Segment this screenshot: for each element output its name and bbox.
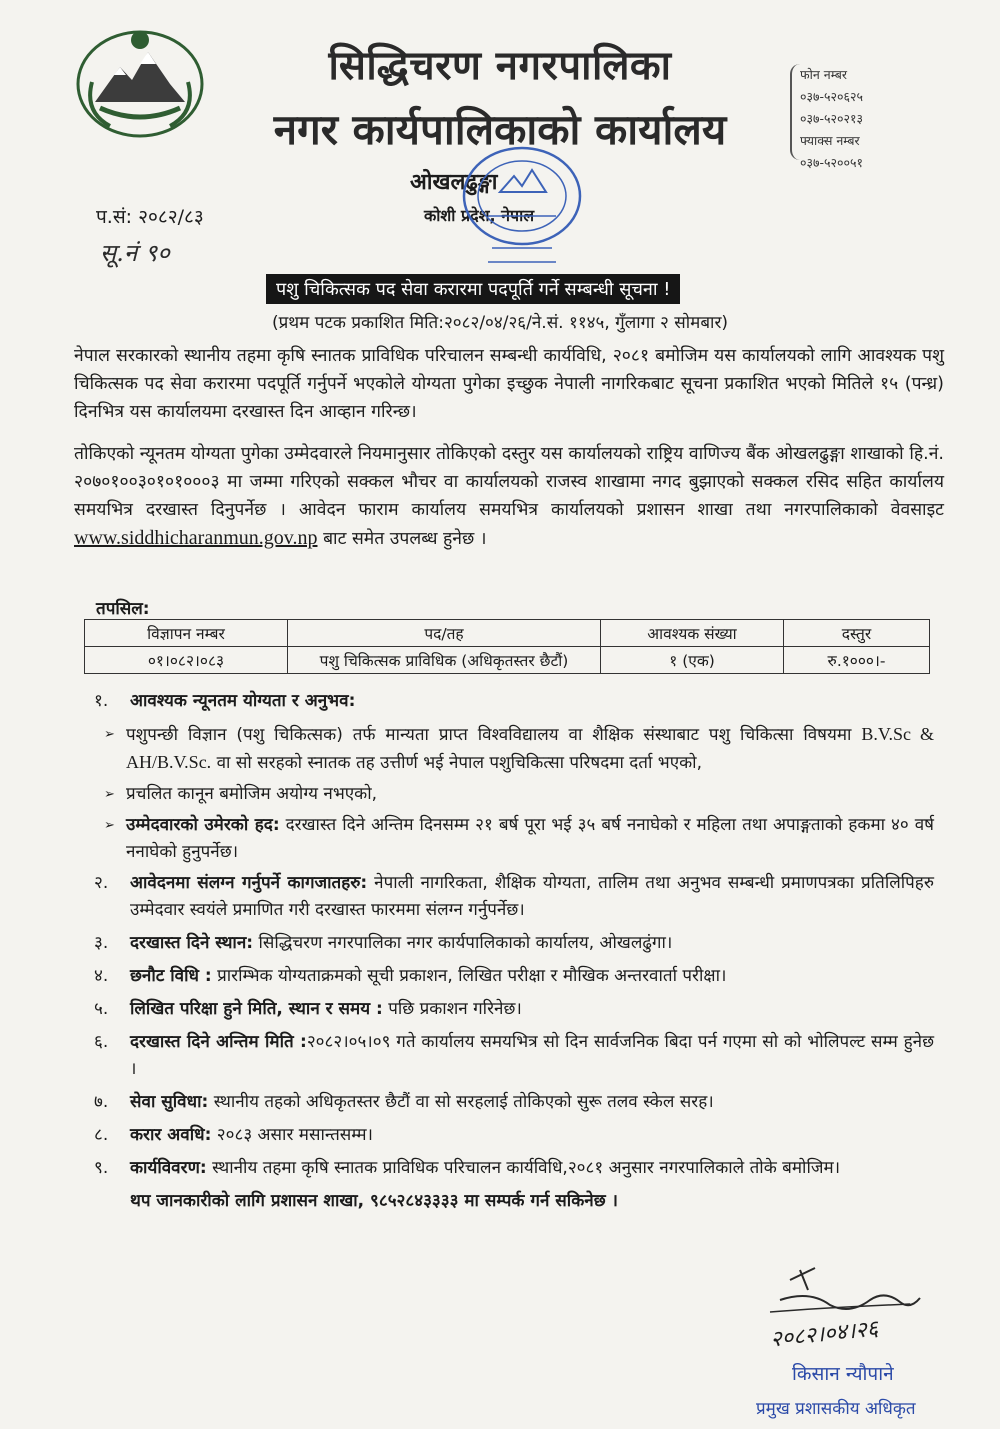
column-header-post-level: पद/तह <box>288 620 601 647</box>
office-subtitle: नगर कार्यपालिकाको कार्यालय <box>273 105 727 154</box>
office-name: सिद्धिचरण नगरपालिका <box>328 43 672 89</box>
item-label: दरखास्त दिने स्थान: <box>130 933 254 953</box>
officer-name: किसान न्यौपाने <box>792 1363 894 1385</box>
item-number: २. <box>94 873 109 893</box>
office-place: ओखलढुङ्गा <box>410 170 498 195</box>
degree-text: B.V.Sc & AH/B.V.Sc. <box>126 724 934 772</box>
item-text: स्थानीय तहको अधिकृतस्तर छैटौं वा सो सरहलाई तोकिएको सुरू तलव स्केल सरह। <box>213 1092 714 1112</box>
signature-date: २०८२।०४।२६ <box>769 1316 880 1353</box>
item-number: ५. <box>94 999 109 1019</box>
item-heading: आवश्यक न्यूनतम योग्यता र अनुभव: <box>130 691 356 711</box>
table-header-row <box>85 620 930 647</box>
notice-title: पशु चिकित्सक पद सेवा करारमा पदपूर्ति गर्ने सम्बन्धी सूचना ! <box>266 274 680 304</box>
list-item <box>94 963 934 990</box>
arrow-bullet-icon: ➢ <box>104 727 115 742</box>
item-label: आवेदनमा संलग्न गर्नुपर्ने कागजातहरु: <box>130 873 368 893</box>
item-label: सेवा सुविधा: <box>130 1092 209 1112</box>
item-number: १. <box>94 691 109 711</box>
cell-required-count: १ (एक) <box>601 647 784 674</box>
item-text: २०८२।०५।०९ गते कार्यालय समयभित्र सो दिन सार्वजनिक बिदा पर्न गएमा सो को भोलिपल्ट सम्म हुनेछ । <box>130 1032 934 1079</box>
officer-title: प्रमुख प्रशासकीय अधिकृत <box>756 1399 916 1419</box>
item-text: सिद्धिचरण नगरपालिका नगर कार्यपालिकाको कार्यालय, ओखलढुंगा। <box>258 933 673 953</box>
closing-contact-line: थप जानकारीको लागि प्रशासन शाखा, ९८५२८४३३३३ मा सम्पर्क गर्न सकिनेछ । <box>130 1191 618 1211</box>
list-item <box>94 688 934 715</box>
paragraph-2-text-b: बाट समेत उपलब्ध हुनेछ । <box>323 529 487 549</box>
bullet-label: उम्मेदवारको उमेरको हद: <box>126 815 280 835</box>
list-item <box>94 1089 934 1116</box>
details-label: तपसिल: <box>96 599 150 619</box>
list-item <box>94 1122 934 1149</box>
item-number: ९. <box>94 1158 109 1178</box>
list-item <box>104 721 934 777</box>
contact-box <box>790 64 928 170</box>
cell-ad-number: ०१।०८२।०८३ <box>85 647 288 674</box>
arrow-bullet-icon: ➢ <box>104 787 115 802</box>
item-text: स्थानीय तहमा कृषि स्नातक प्राविधिक परिचालन कार्यविधि,२०८१ अनुसार नगरपालिकाले तोके बमोजिम। <box>212 1158 841 1178</box>
cell-fee: रु.१०००।- <box>784 647 930 674</box>
publish-info: (प्रथम पटक प्रकाशित मिति:२०८२/०४/२६/ने.सं. ११४५, गुँलागा २ सोमबार) <box>271 313 729 333</box>
fax-label: फ्याक्स नम्बर <box>800 133 860 148</box>
phone-label: फोन नम्बर <box>800 67 848 82</box>
bullet-text: प्रचलित कानून बमोजिम अयोग्य नभएको, <box>126 784 378 804</box>
list-item <box>94 930 934 957</box>
item-label: करार अवधि: <box>130 1125 212 1145</box>
nepal-emblem-icon <box>70 22 210 142</box>
list-item <box>94 996 934 1023</box>
table-row <box>85 647 930 674</box>
bullet-text: पशुपन्छी विज्ञान (पशु चिकित्सक) तर्फ मान्यता प्राप्त विश्वविद्यालय वा शैक्षिक संस्थाबाट पशु चिकित्सा विषयमा <box>126 725 852 745</box>
item-text: पछि प्रकाशन गरिनेछ। <box>388 999 522 1019</box>
column-header-fee: दस्तुर <box>784 620 930 647</box>
list-item <box>104 781 934 808</box>
vacancy-table <box>84 619 930 674</box>
paragraph-2-text-a: तोकिएको न्यूनतम योग्यता पुगेका उम्मेदवारले नियमानुसार तोकिएको दस्तुर यस कार्यालयको राष्ट्रिय वाणिज्य बैंक ओखलढुङ्गा शाखाको हि.नं. २०७०१००३०१०१०००३ मा जम्मा गरिएको सक्कल भौचर वा कार्यालयको राजस्व शाखामा नगद बुझाएको सक्कल रसिद सहित कार्यालय समयभित्र दरखास्त दिनुपर्नेछ । आवेदन फाराम कार्यालय समयभित्र कार्यालयको प्रशासन शाखा तथा नगरपालिकाको वेवसाइट <box>74 444 944 520</box>
item-label: कार्यविवरण: <box>130 1158 207 1178</box>
item-text: प्रारम्भिक योग्यताक्रमको सूची प्रकाशन, लिखित परीक्षा र मौखिक अन्तरवार्ता परीक्षा। <box>217 966 727 986</box>
bullet-text: वा सो सरहको स्नातक तह उत्तीर्ण भई नेपाल पशुचिकित्सा परिषदमा दर्ता भएको, <box>216 753 702 773</box>
arrow-bullet-icon: ➢ <box>104 818 115 833</box>
office-stamp-icon <box>448 140 596 268</box>
list-item <box>94 1029 934 1083</box>
item-label: दरखास्त दिने अन्तिम मिति : <box>130 1032 307 1052</box>
notice-paragraph-2 <box>74 440 944 553</box>
column-header-required-count: आवश्यक संख्या <box>601 620 784 647</box>
list-item <box>94 1155 934 1182</box>
requirements-list <box>94 688 934 1215</box>
item-number: ८. <box>94 1125 109 1145</box>
office-province: कोशी प्रदेश, नेपाल <box>424 206 535 225</box>
bullet-text: दरखास्त दिने अन्तिम दिनसम्म २१ बर्ष पूरा भई ३५ बर्ष ननाघेको र महिला तथा अपाङ्गताको हकमा ४० वर्ष ननाघेको हुनुपर्नेछ। <box>126 815 934 862</box>
list-item <box>104 812 934 866</box>
column-header-ad-number: विज्ञापन नम्बर <box>85 620 288 647</box>
list-item <box>94 870 934 924</box>
dispatch-number: सू.नं ९० <box>100 239 170 267</box>
item-label: छनौट विधि : <box>130 966 212 986</box>
item-text: नेपाली नागरिकता, शैक्षिक योग्यता, तालिम तथा अनुभव सम्बन्धी प्रमाणपत्रका प्रतिलिपिहरु उम्मेदवार स्वयंले प्रमाणित गरी दरखास्त फारममा संलग्न गर्नुपर्नेछ। <box>130 873 934 920</box>
item-number: ७. <box>94 1092 109 1112</box>
item-label: लिखित परिक्षा हुने मिति, स्थान र समय : <box>130 999 383 1019</box>
item-text: २०८३ असार मसान्तसम्म। <box>216 1125 373 1145</box>
item-number: ६. <box>94 1032 109 1052</box>
phone-number-1: ०३७-५२०६२५ <box>800 89 864 104</box>
notice-paragraph-1: नेपाल सरकारको स्थानीय तहमा कृषि स्नातक प्राविधिक परिचालन सम्बन्धी कार्यविधि, २०८१ बमोजिम यस कार्यालयको लागि आवश्यक पशु चिकित्सक पद सेवा करारमा पदपूर्ति गर्नुपर्ने भएकोले योग्यता पुगेका इच्छुक नेपाली नागरिकबाट सूचना प्रकाशित भएको मितिले १५ (पन्ध्र) दिनभित्र यस कार्यालयमा दरखास्त दिन आव्हान गरिन्छ। <box>74 346 944 422</box>
website-link[interactable]: www.siddhicharanmun.gov.np <box>74 527 318 549</box>
item-number: ३. <box>94 933 109 953</box>
phone-number-2: ०३७-५२०२१३ <box>800 111 864 126</box>
fax-number: ०३७-५२००५१ <box>800 155 864 170</box>
item-number: ४. <box>94 966 109 986</box>
letter-number: प.सं: २०८२/८३ <box>96 206 204 228</box>
cell-post-level: पशु चिकित्सक प्राविधिक (अधिकृतस्तर छैटौं) <box>288 647 601 674</box>
